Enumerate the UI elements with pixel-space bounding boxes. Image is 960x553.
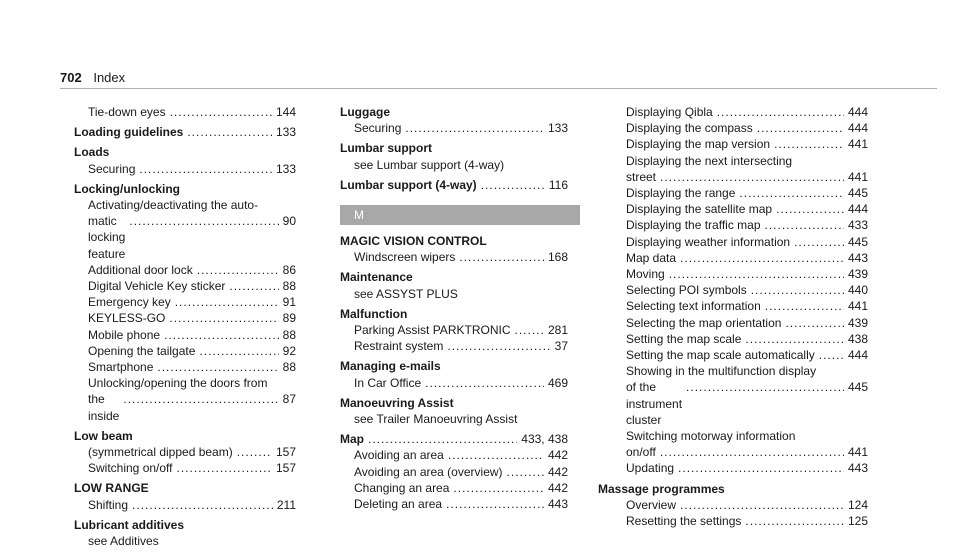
entry-text: Overview <box>626 497 677 512</box>
index-entry <box>74 480 296 512</box>
cross-reference[interactable]: see Lumbar support (4-way) <box>354 157 505 172</box>
index-entry <box>340 104 568 136</box>
leader-dots <box>177 460 272 476</box>
index-subentry[interactable] <box>612 185 868 201</box>
index-subentry[interactable] <box>612 217 868 233</box>
entry-text: Tie-down eyes <box>88 105 166 119</box>
index-column-1 <box>74 104 296 553</box>
entry-text: Setting the map scale automatically <box>626 348 815 363</box>
entry-text: Avoiding an area (overview) <box>354 464 503 479</box>
leader-dots <box>175 294 279 310</box>
entry-text: Map data <box>626 250 677 265</box>
entry-text: on/off <box>626 445 656 460</box>
leader-dots <box>757 120 844 136</box>
header-divider <box>60 88 937 89</box>
entry-text: Displaying the map version <box>626 137 771 152</box>
leader-dots <box>819 347 844 363</box>
index-subentry[interactable] <box>74 497 296 513</box>
index-subentry[interactable] <box>612 513 868 529</box>
index-entry <box>340 358 568 390</box>
leader-dots <box>123 391 278 423</box>
entry-text: Resetting the settings <box>626 514 742 529</box>
entry-text: Activating/deactivating the auto- <box>88 198 259 213</box>
page-ref[interactable]: 443 <box>547 497 568 512</box>
index-subentry[interactable] <box>74 343 296 359</box>
index-column-2 <box>340 104 568 516</box>
entry-text: Displaying the traffic map <box>626 218 761 233</box>
leader-dots <box>660 444 844 460</box>
leader-dots <box>169 310 278 326</box>
index-entry <box>74 517 296 549</box>
leader-dots <box>514 322 543 338</box>
page-ref[interactable]: 439 <box>847 315 868 330</box>
entry-text: Switching on/off <box>88 461 173 476</box>
cross-reference[interactable]: see ASSYST PLUS <box>354 286 458 301</box>
leader-dots <box>164 327 279 343</box>
leader-dots <box>368 431 517 447</box>
index-subentry[interactable] <box>612 460 868 476</box>
index-heading: Locking/unlocking <box>74 181 181 196</box>
index-entry <box>74 428 296 477</box>
page-ref[interactable]: 441 <box>847 299 868 314</box>
page-ref[interactable]: 440 <box>847 283 868 298</box>
page-ref[interactable]: 444 <box>847 202 868 217</box>
page-ref[interactable]: 133 <box>547 121 568 136</box>
entry-text: Selecting the map orientation <box>626 315 782 330</box>
page-ref[interactable]: 442 <box>547 480 568 495</box>
page-ref[interactable]: 116 <box>548 177 568 192</box>
index-subentry[interactable] <box>612 104 868 120</box>
index-subentry[interactable] <box>612 250 868 266</box>
page-ref[interactable]: 157 <box>275 461 296 476</box>
entry-text: Displaying the compass <box>626 121 753 136</box>
page-ref[interactable]: 88 <box>282 279 296 294</box>
leader-dots <box>745 513 844 529</box>
page-ref[interactable]: 445 <box>847 186 868 201</box>
page-ref[interactable]: 445 <box>847 380 868 395</box>
index-subentry[interactable] <box>74 262 296 278</box>
index-subentry[interactable] <box>74 294 296 310</box>
entry-text: Selecting text information <box>626 299 761 314</box>
leader-dots <box>453 480 544 496</box>
entry-text: Additional door lock <box>88 262 193 277</box>
page-ref[interactable]: 157 <box>275 445 296 460</box>
leader-dots <box>405 120 544 136</box>
index-heading[interactable] <box>340 431 568 447</box>
leader-dots <box>739 185 844 201</box>
leader-dots <box>459 249 544 265</box>
entry-text: Parking Assist PARKTRONIC <box>354 323 511 338</box>
index-subentry[interactable] <box>74 359 296 375</box>
leader-dots <box>237 444 272 460</box>
entry-text: Updating <box>626 461 675 476</box>
entry-text: Displaying the next intersecting <box>626 153 793 168</box>
index-column-3 <box>598 104 868 533</box>
index-heading[interactable] <box>74 124 296 140</box>
entry-text: Unlocking/opening the doors from <box>88 376 268 391</box>
page-ref[interactable]: 125 <box>847 514 868 529</box>
entry-text: Smartphone <box>88 360 154 375</box>
index-subentry[interactable] <box>74 375 296 424</box>
leader-dots <box>765 217 844 233</box>
index-heading: Lumbar support <box>340 141 432 156</box>
index-heading: Malfunction <box>340 306 408 321</box>
entry-text: Displaying weather information <box>626 234 791 249</box>
page-ref[interactable]: 87 <box>282 392 296 407</box>
index-subentry[interactable] <box>612 201 868 217</box>
leader-dots <box>170 104 272 120</box>
index-entry <box>612 104 868 477</box>
index-subentry[interactable] <box>340 322 568 338</box>
index-entry <box>74 144 296 176</box>
index-entry <box>598 481 868 530</box>
entry-text: Securing <box>88 161 136 176</box>
leader-dots <box>157 359 278 375</box>
index-heading: Luggage <box>340 105 390 119</box>
leader-dots <box>776 201 844 217</box>
page-ref[interactable]: 89 <box>282 311 296 326</box>
page-ref[interactable]: 88 <box>282 327 296 342</box>
index-subentry[interactable] <box>340 496 568 512</box>
entry-text: the inside <box>88 392 120 423</box>
leader-dots <box>447 338 550 354</box>
entry-text: Deleting an area <box>354 497 443 512</box>
index-subentry[interactable] <box>340 464 568 480</box>
leader-dots <box>187 124 272 140</box>
entry-text: Windscreen wipers <box>354 250 456 265</box>
index-entry <box>74 124 296 140</box>
index-subentry[interactable] <box>340 447 568 463</box>
index-subentry[interactable] <box>612 136 868 152</box>
index-heading: Low beam <box>74 428 133 443</box>
entry-text: Showing in the multifunction display <box>626 364 817 379</box>
leader-dots <box>446 496 544 512</box>
index-entry <box>340 395 568 427</box>
index-subentry[interactable] <box>612 120 868 136</box>
index-subentry[interactable] <box>612 363 868 428</box>
index-subentry[interactable] <box>612 347 868 363</box>
index-subentry[interactable] <box>612 298 868 314</box>
entry-text: Emergency key <box>88 295 171 310</box>
leader-dots <box>794 234 844 250</box>
leader-dots <box>425 375 544 391</box>
index-subentry[interactable] <box>340 249 568 265</box>
leader-dots <box>669 266 844 282</box>
index-subentry[interactable] <box>612 497 868 513</box>
page-ref[interactable]: 144 <box>275 105 296 119</box>
leader-dots <box>199 343 278 359</box>
page-header <box>60 70 920 86</box>
index-heading: Loads <box>74 145 110 160</box>
entry-text: Moving <box>626 267 665 282</box>
page-ref[interactable]: 86 <box>282 262 296 277</box>
page-ref[interactable]: 443 <box>847 461 868 476</box>
page-ref[interactable]: 92 <box>282 343 296 358</box>
page-ref[interactable]: 168 <box>547 250 568 265</box>
leader-dots <box>678 460 844 476</box>
index-subentry[interactable] <box>74 310 296 326</box>
page-ref[interactable]: 133 <box>275 125 296 140</box>
index-subentry[interactable] <box>612 315 868 331</box>
entry-text: matic locking feature <box>88 214 126 261</box>
leader-dots <box>745 331 844 347</box>
index-entry <box>74 181 296 424</box>
index-subentry[interactable] <box>612 331 868 347</box>
page-ref[interactable]: 441 <box>847 137 868 152</box>
entry-text: Digital Vehicle Key sticker <box>88 279 226 294</box>
index-entry <box>74 104 296 120</box>
index-subentry[interactable] <box>340 375 568 391</box>
cross-reference[interactable]: see Additives <box>88 534 159 549</box>
entry-text: Opening the tailgate <box>88 343 196 358</box>
entry-text: Setting the map scale <box>626 331 742 346</box>
entry-text: of the instrument cluster <box>626 380 683 427</box>
entry-text: Restraint system <box>354 339 444 354</box>
index-subentry[interactable] <box>74 104 296 120</box>
leader-dots <box>785 315 844 331</box>
page-ref[interactable]: 444 <box>847 348 868 363</box>
page-ref[interactable]: 441 <box>847 169 868 184</box>
leader-dots <box>774 136 844 152</box>
page-ref[interactable]: 445 <box>847 234 868 249</box>
page-ref[interactable]: 444 <box>847 105 868 119</box>
index-entry <box>340 431 568 512</box>
index-subentry[interactable] <box>612 153 868 185</box>
index-entry <box>340 306 568 355</box>
index-heading: Managing e-mails <box>340 359 441 374</box>
entry-text: KEYLESS-GO <box>88 311 166 326</box>
page-ref[interactable]: 442 <box>547 448 568 463</box>
leader-dots <box>686 379 844 428</box>
leader-dots <box>680 497 844 513</box>
index-subentry[interactable] <box>74 161 296 177</box>
index-subentry[interactable] <box>74 278 296 294</box>
entry-text: Selecting POI symbols <box>626 283 747 298</box>
index-entry <box>340 140 568 172</box>
page-ref[interactable]: 469 <box>547 375 568 390</box>
letter-section-bar: M <box>340 205 580 225</box>
index-subentry[interactable] <box>612 282 868 298</box>
leader-dots <box>448 447 544 463</box>
entry-text: Loading guidelines <box>74 125 184 140</box>
entry-text: (symmetrical dipped beam) <box>88 445 233 460</box>
cross-reference[interactable]: see Trailer Manoeuvring Assist <box>354 412 518 427</box>
entry-text: Switching motorway information <box>626 429 796 444</box>
index-entry <box>340 269 568 301</box>
leader-dots <box>132 497 273 513</box>
leader-dots <box>765 298 844 314</box>
index-subentry[interactable] <box>612 428 868 460</box>
page-ref[interactable]: 211 <box>276 497 296 512</box>
entry-text: Changing an area <box>354 480 450 495</box>
page-number: 702 <box>60 70 82 85</box>
index-subentry[interactable] <box>340 338 568 354</box>
leader-dots <box>751 282 844 298</box>
page-ref[interactable]: 88 <box>282 360 296 375</box>
page-ref[interactable]: 133 <box>275 161 296 176</box>
leader-dots <box>481 177 545 193</box>
leader-dots <box>660 169 844 185</box>
leader-dots <box>197 262 279 278</box>
index-subentry[interactable] <box>74 327 296 343</box>
index-entry <box>340 177 568 193</box>
page-ref[interactable]: 37 <box>554 339 568 354</box>
index-heading: MAGIC VISION CONTROL <box>340 234 487 249</box>
index-subentry[interactable] <box>74 444 296 460</box>
page-ref[interactable]: 90 <box>282 214 296 229</box>
page-ref[interactable]: 442 <box>547 464 568 479</box>
leader-dots <box>129 213 278 262</box>
page-ref[interactable]: 433, 438 <box>521 432 568 447</box>
leader-dots <box>680 250 844 266</box>
entry-text: Shifting <box>88 497 129 512</box>
page-ref[interactable]: 441 <box>847 445 868 460</box>
leader-dots <box>507 464 544 480</box>
index-subentry[interactable] <box>74 197 296 262</box>
leader-dots <box>717 104 844 120</box>
leader-dots <box>139 161 272 177</box>
leader-dots <box>229 278 278 294</box>
index-entry <box>340 233 568 265</box>
index-heading: Manoeuvring Assist <box>340 395 454 410</box>
page-ref[interactable]: 439 <box>847 267 868 282</box>
index-subentry[interactable] <box>340 120 568 136</box>
page-ref[interactable]: 433 <box>847 218 868 233</box>
index-heading: Lubricant additives <box>74 517 185 532</box>
page-ref[interactable]: 444 <box>847 121 868 136</box>
index-subentry[interactable] <box>74 460 296 476</box>
page-ref[interactable]: 91 <box>282 295 296 310</box>
entry-text: Displaying the satellite map <box>626 202 773 217</box>
index-subentry[interactable] <box>340 480 568 496</box>
index-heading: LOW RANGE <box>74 481 149 496</box>
index-subentry[interactable] <box>612 266 868 282</box>
index-heading: Massage programmes <box>598 481 725 496</box>
section-title: Index <box>93 70 126 85</box>
entry-text: Map <box>340 432 364 447</box>
index-subentry[interactable] <box>612 234 868 250</box>
entry-text: Avoiding an area <box>354 448 444 463</box>
entry-text: Lumbar support (4-way) <box>340 177 477 192</box>
page-ref[interactable]: 124 <box>847 497 868 512</box>
entry-text: Mobile phone <box>88 327 161 342</box>
entry-text: Displaying the range <box>626 186 736 201</box>
entry-text: In Car Office <box>354 375 422 390</box>
page-ref[interactable]: 281 <box>547 323 568 338</box>
entry-text: Displaying Qibla <box>626 105 713 119</box>
entry-text: Securing <box>354 121 402 136</box>
entry-text: street <box>626 169 657 184</box>
index-heading: Maintenance <box>340 270 413 285</box>
index-heading[interactable] <box>340 177 568 193</box>
page-ref[interactable]: 438 <box>847 331 868 346</box>
page-ref[interactable]: 443 <box>847 250 868 265</box>
